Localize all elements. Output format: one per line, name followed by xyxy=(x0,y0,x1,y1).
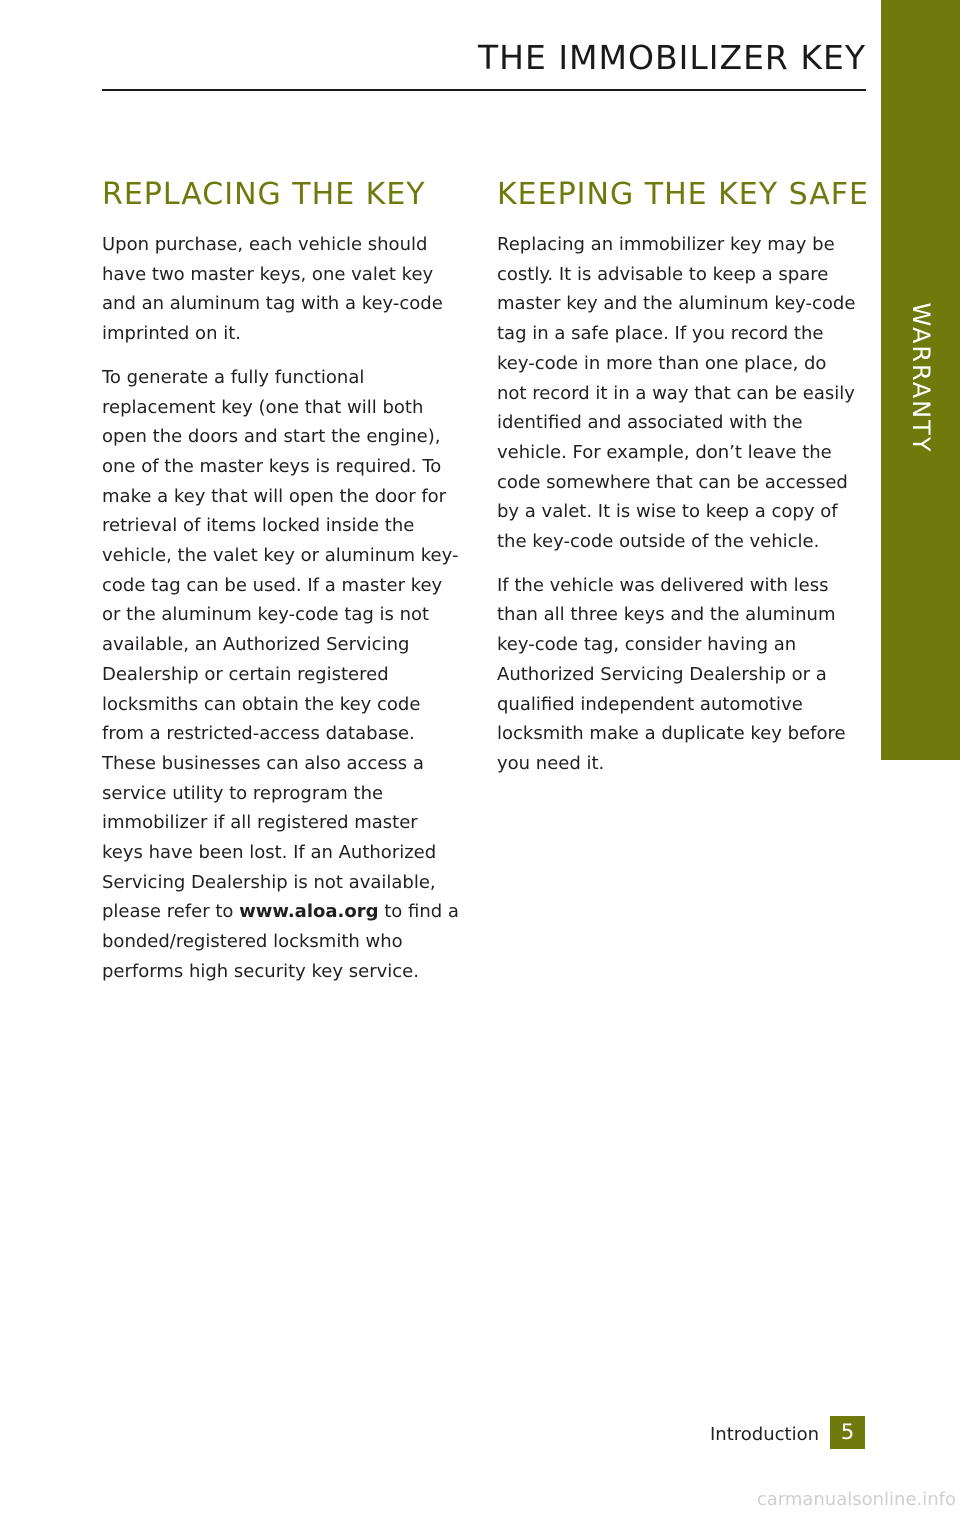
replacing-key-heading: REPLACING THE KEY xyxy=(102,177,426,212)
watermark-text: carmanualsonline.info xyxy=(756,1489,956,1510)
keeping-key-safe-heading: KEEPING THE KEY SAFE xyxy=(497,177,869,212)
keeping-key-safe-paragraph-1: Replacing an immobilizer key may be costly. It is advisable to keep a spare master key and the aluminum key-code tag in a safe place. If you record the key-code in more than one place, do not record it in a way that can be easily identified and associated with the vehicle. For example, don’t leave the code somewhere that can be accessed by a valet. It is wise to keep a copy of the key-code outside of the vehicle. xyxy=(497,234,856,553)
aloa-link[interactable]: www.aloa.org xyxy=(239,901,379,923)
replacing-key-paragraph-2-text: To generate a fully functional replacement key (one that will both open the doors and start the engine), one of the master keys is required. To make a key that will open the door for retrieval of items locked inside the vehicle, the valet key or aluminum key-code tag can be used. If a master key or the aluminum key-code tag is not available, an Authorized Servicing Dealership or certain registered locksmiths can obtain the key code from a restricted-access database. These businesses can also access a service utility to reprogram the immobilizer if all registered master keys have been lost. If an Authorized Servicing Dealership is not available, please refer to xyxy=(102,366,459,923)
left-column xyxy=(102,176,462,1001)
page-title: THE IMMOBILIZER KEY xyxy=(478,38,866,77)
right-column xyxy=(497,176,869,793)
header-divider xyxy=(102,89,866,91)
replacing-key-paragraph-1: Upon purchase, each vehicle should have two master keys, one valet key and an aluminum tag with a key-code imprinted on it. xyxy=(102,234,443,345)
replacing-key-paragraph-2-tail: to find a bonded/registered locksmith who performs high security key service. xyxy=(102,901,459,982)
side-tab-label: WARRANTY xyxy=(906,302,935,454)
replacing-key-paragraph-2 xyxy=(102,363,462,987)
page-number-badge: 5 xyxy=(830,1416,865,1449)
keeping-key-safe-paragraph-2: If the vehicle was delivered with less than all three keys and the aluminum key-code tag, consider having an Authorized Servicing Dealership or a qualified independent automotive locksmith make a duplicate key before you need it. xyxy=(497,574,846,774)
footer-section-label: Introduction xyxy=(709,1424,819,1445)
